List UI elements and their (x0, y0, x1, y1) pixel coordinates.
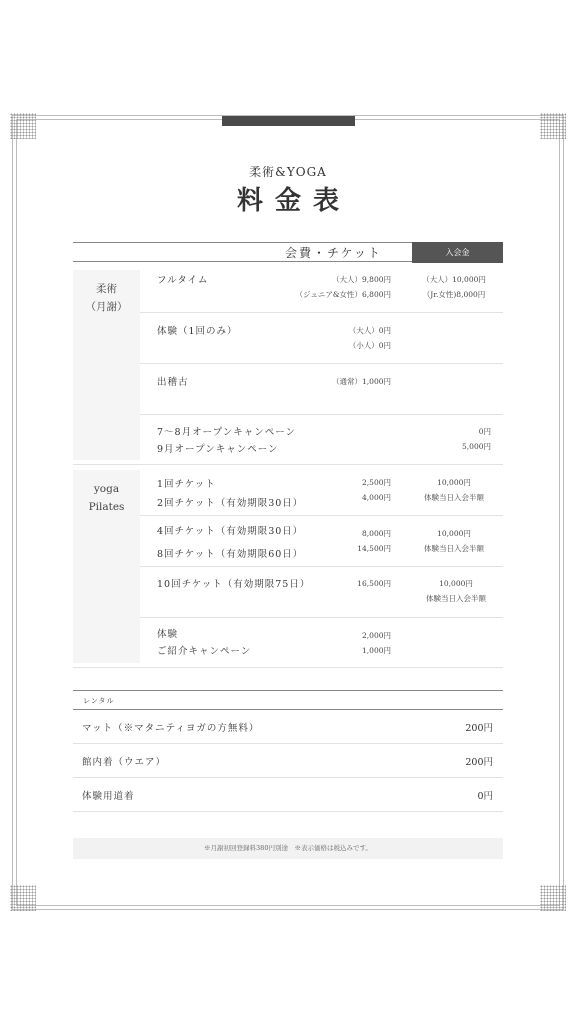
row-ticket-1-2-price (362, 475, 391, 505)
ticket-line: 1回チケット (157, 479, 216, 490)
corner-ornament-top-left (10, 113, 36, 139)
trial-line: ご紹介キャンペーン (157, 646, 252, 657)
price-line: 4,000円 (362, 493, 391, 502)
price-line: 16,500円 (357, 579, 391, 588)
section-divider (73, 667, 503, 668)
category-yoga-line2: Pilates (88, 501, 125, 513)
campaign-line: 9月オープンキャンペーン (157, 444, 279, 455)
fee-line: （大人）10,000円 (422, 275, 486, 284)
membership-header (73, 242, 503, 262)
row-divider (140, 363, 503, 364)
enrollment-fee-tab: 入会金 (412, 242, 503, 263)
row-ticket-1-2-fee (413, 475, 495, 505)
row-visitor-name: 出稽古 (157, 377, 189, 388)
row-yoga-trial-name (157, 626, 251, 660)
campaign-line: 7～8月オープンキャンペーン (157, 427, 297, 438)
fee-line: 10,000円 (439, 579, 473, 588)
row-ticket-10-name: 10回チケット（有効期限75日） (157, 579, 311, 590)
ticket-line: 8回チケット（有効期限60日） (157, 549, 304, 560)
row-ticket-4-8-fee (413, 526, 495, 556)
category-jiujitsu (73, 270, 140, 460)
category-jiujitsu-line2: （月謝） (85, 301, 128, 313)
fee-line: 体験当日入会半額 (424, 493, 484, 502)
row-ticket-10-fee (415, 576, 497, 606)
rental-row-gi (73, 778, 503, 812)
ticket-line: 2回チケット（有効期限30日） (157, 498, 304, 509)
rental-row-mat (73, 710, 503, 744)
corner-ornament-top-right (540, 113, 566, 139)
category-jiujitsu-line1: 柔術 (96, 283, 117, 295)
row-divider (140, 566, 503, 567)
fee-line: 10,000円 (437, 529, 471, 538)
row-fulltime-fee (413, 272, 495, 302)
rental-item-name: 館内着（ウエア） (82, 757, 167, 768)
row-yoga-trial-price (362, 628, 391, 658)
price-line: 1,000円 (362, 646, 391, 655)
footnote: ※月謝初回登録料380円別途 ※表示価格は税込みです。 (73, 838, 503, 859)
price-line: （大人）0円 (348, 326, 391, 335)
row-divider (140, 414, 503, 415)
fee-line: 体験当日入会半額 (424, 544, 484, 553)
rental-item-price: 200円 (465, 723, 493, 734)
corner-ornament-bottom-left (10, 885, 36, 911)
page-title: 料金表 (236, 186, 351, 216)
price-line: （通常）1,000円 (332, 377, 391, 386)
rental-item-name: マット（※マタニティヨガの方無料） (82, 723, 260, 734)
price-line: （大人）9,800円 (332, 275, 391, 284)
row-trial-name: 体験（1回のみ） (157, 326, 238, 337)
rental-item-price: 200円 (465, 757, 493, 768)
fee-line: （Jr.女性)8,000円 (422, 290, 486, 299)
row-campaign-name (157, 424, 296, 458)
top-tab-decoration (222, 116, 355, 126)
rental-item-name: 体験用道着 (82, 791, 135, 802)
fee-line: 10,000円 (437, 478, 471, 487)
price-line: 14,500円 (357, 544, 391, 553)
row-divider (140, 515, 503, 516)
page-subtitle: 柔術&YOGA (249, 165, 327, 179)
row-fulltime-price (296, 272, 392, 302)
row-ticket-4-8-price (357, 526, 391, 556)
row-ticket-1-2-name (157, 475, 303, 513)
price-line: （ジュニア&女性）6,800円 (295, 290, 391, 299)
row-ticket-4-8-name (157, 520, 303, 566)
trial-line: 体験 (157, 629, 179, 640)
row-fulltime-name: フルタイム (157, 275, 209, 286)
row-campaign-fee (462, 424, 491, 454)
category-yoga-line1: yoga (93, 483, 120, 495)
price-line: 2,500円 (362, 478, 391, 487)
corner-ornament-bottom-right (540, 885, 566, 911)
row-ticket-10-price (357, 576, 391, 591)
price-line: （小人）0円 (348, 341, 391, 350)
row-visitor-price (332, 374, 391, 389)
membership-label: 会費・チケット (285, 246, 382, 260)
fee-line: 5,000円 (462, 442, 491, 451)
row-divider (140, 617, 503, 618)
fee-line: 0円 (478, 427, 491, 436)
rental-row-wear (73, 744, 503, 778)
rental-item-price: 0円 (477, 791, 493, 802)
price-line: 8,000円 (362, 529, 391, 538)
rental-header: レンタル (73, 690, 503, 710)
price-line: 2,000円 (362, 631, 391, 640)
row-trial-price (349, 323, 391, 353)
fee-line: 体験当日入会半額 (426, 594, 486, 603)
row-divider (140, 312, 503, 313)
section-divider (73, 464, 503, 465)
ticket-line: 4回チケット（有効期限30日） (157, 526, 304, 537)
category-yoga (73, 470, 140, 663)
